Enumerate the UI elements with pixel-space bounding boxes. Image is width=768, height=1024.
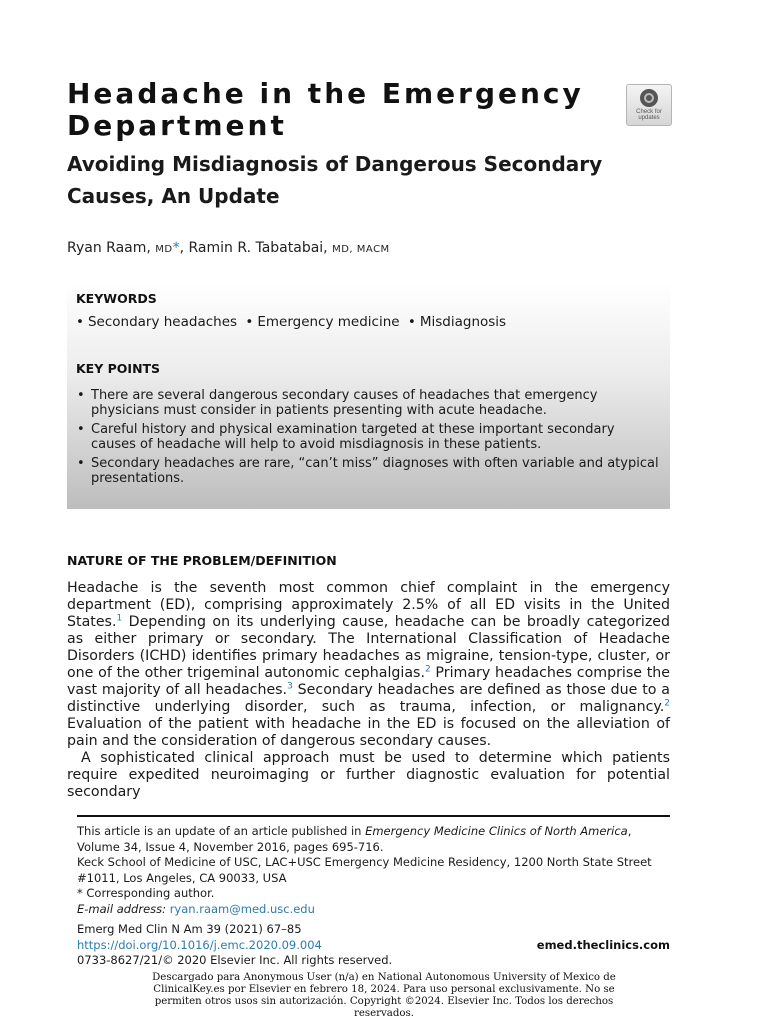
article-title — [67, 78, 607, 142]
paragraph: A sophisticated clinical approach must be used to determine which patients require expedited neuroimaging or further diagnostic evaluation for potential secondary — [67, 750, 670, 800]
subtitle-line-2: Causes, An Update — [67, 184, 280, 208]
reference-link[interactable]: 2 — [664, 698, 670, 709]
key-point: • There are several dangerous secondary causes of headaches that emergency physicians must consider in patients presenting with acute headache. — [76, 388, 661, 418]
article-subtitle — [67, 148, 667, 212]
email-link[interactable]: ryan.raam@med.usc.edu — [169, 901, 315, 916]
keywords-list: • Secondary headaches • Emergency medicine • Misdiagnosis — [76, 314, 507, 330]
subtitle-line-1: Avoiding Misdiagnosis of Dangerous Secondary — [67, 152, 603, 176]
keyword: Misdiagnosis — [419, 314, 507, 330]
key-points-heading: KEY POINTS — [76, 361, 161, 376]
keywords-heading: KEYWORDS — [76, 291, 157, 306]
update-note: This article is an update of an article published in Emergency Medicine Clinics of North America, Volume 34, Issue 4, November 2016, pages 695-716. — [77, 824, 632, 854]
author-list: Ryan Raam, MD*, Ramin R. Tabatabai, MD, MACM — [67, 240, 390, 256]
reference-link[interactable]: 2 — [424, 664, 431, 675]
author-name: Ryan Raam, — [67, 240, 156, 256]
copyright-line: 0733-8627/21/© 2020 Elsevier Inc. All rights reserved. — [77, 953, 393, 967]
body-text — [67, 580, 670, 801]
key-point: • Careful history and physical examination targeted at these important secondary causes of headache will help to avoid misdiagnosis in these patients. — [76, 422, 661, 452]
footnote-divider — [77, 815, 670, 817]
journal-name: Emergency Medicine Clinics of North America — [365, 824, 628, 838]
check-for-updates-badge[interactable] — [626, 84, 672, 126]
keywords-keypoints-box — [67, 283, 670, 509]
badge-label: Check for updates — [636, 109, 662, 121]
author-credentials: MD, MACM — [332, 244, 390, 255]
reference-link[interactable]: 3 — [287, 681, 293, 692]
journal-citation: Emerg Med Clin N Am 39 (2021) 67–85 — [77, 922, 302, 936]
keyword: Emergency medicine — [257, 314, 400, 330]
keyword: Secondary headaches — [87, 314, 238, 330]
key-points-list — [76, 388, 661, 490]
journal-website: emed.theclinics.com — [536, 938, 670, 952]
corresponding-author-marker[interactable]: * — [172, 240, 180, 256]
section-heading: NATURE OF THE PROBLEM/DEFINITION — [67, 553, 337, 568]
doi-link[interactable]: https://doi.org/10.1016/j.emc.2020.09.004 — [77, 937, 322, 952]
footnotes — [77, 824, 672, 917]
check-updates-icon — [640, 89, 658, 107]
email-line: E-mail address: ryan.raam@med.usc.edu — [77, 901, 315, 916]
corresponding-note: * Corresponding author. — [77, 886, 215, 900]
title-line-2: Department — [67, 109, 287, 142]
affiliation: Keck School of Medicine of USC, LAC+USC Emergency Medicine Residency, 1200 North State Street #1011, Los Angeles, CA 90033, USA — [77, 855, 652, 885]
key-point: • Secondary headaches are rare, “can’t miss” diagnoses with often variable and atypical presentations. — [76, 456, 661, 486]
paragraph: Headache is the seventh most common chief complaint in the emergency department (ED), comprising approximately 2.5% of all ED visits in the United States.$^1$ Depending on its underlying cause, headache can be broadly categorized as either primary or secondary. The International Classification of Headache Disorders (ICHD) identifies primary headaches as migraine, tension-type, cluster, or one of the other trigeminal autonomic cephalgias.$^2$ Primary headaches comprise the vast majority of all headaches.$^3$ Secondary headaches are defined as those due to a distinctive underlying disorder, such as trauma, infection, or malignancy.$^2$ Evaluation of the patient with headache in the ED is focused on the alleviation of pain and the consideration of dangerous secondary causes. — [67, 580, 670, 749]
title-line-1: Headache in the Emergency — [67, 77, 584, 110]
download-notice: Descargado para Anonymous User (n/a) en National Autonomous University of Mexico de ClinicalKey.es por Elsevier en febrero 18, 2024. Para uso personal exclusivamente. No se permiten otros usos sin autorización. Copyright ©2024. Elsevier Inc. Todos los derechos reservados. — [152, 972, 616, 1019]
author-name: Ramin R. Tabatabai, — [188, 240, 333, 256]
reference-link[interactable]: 1 — [116, 613, 123, 624]
author-credentials: MD — [155, 244, 173, 255]
